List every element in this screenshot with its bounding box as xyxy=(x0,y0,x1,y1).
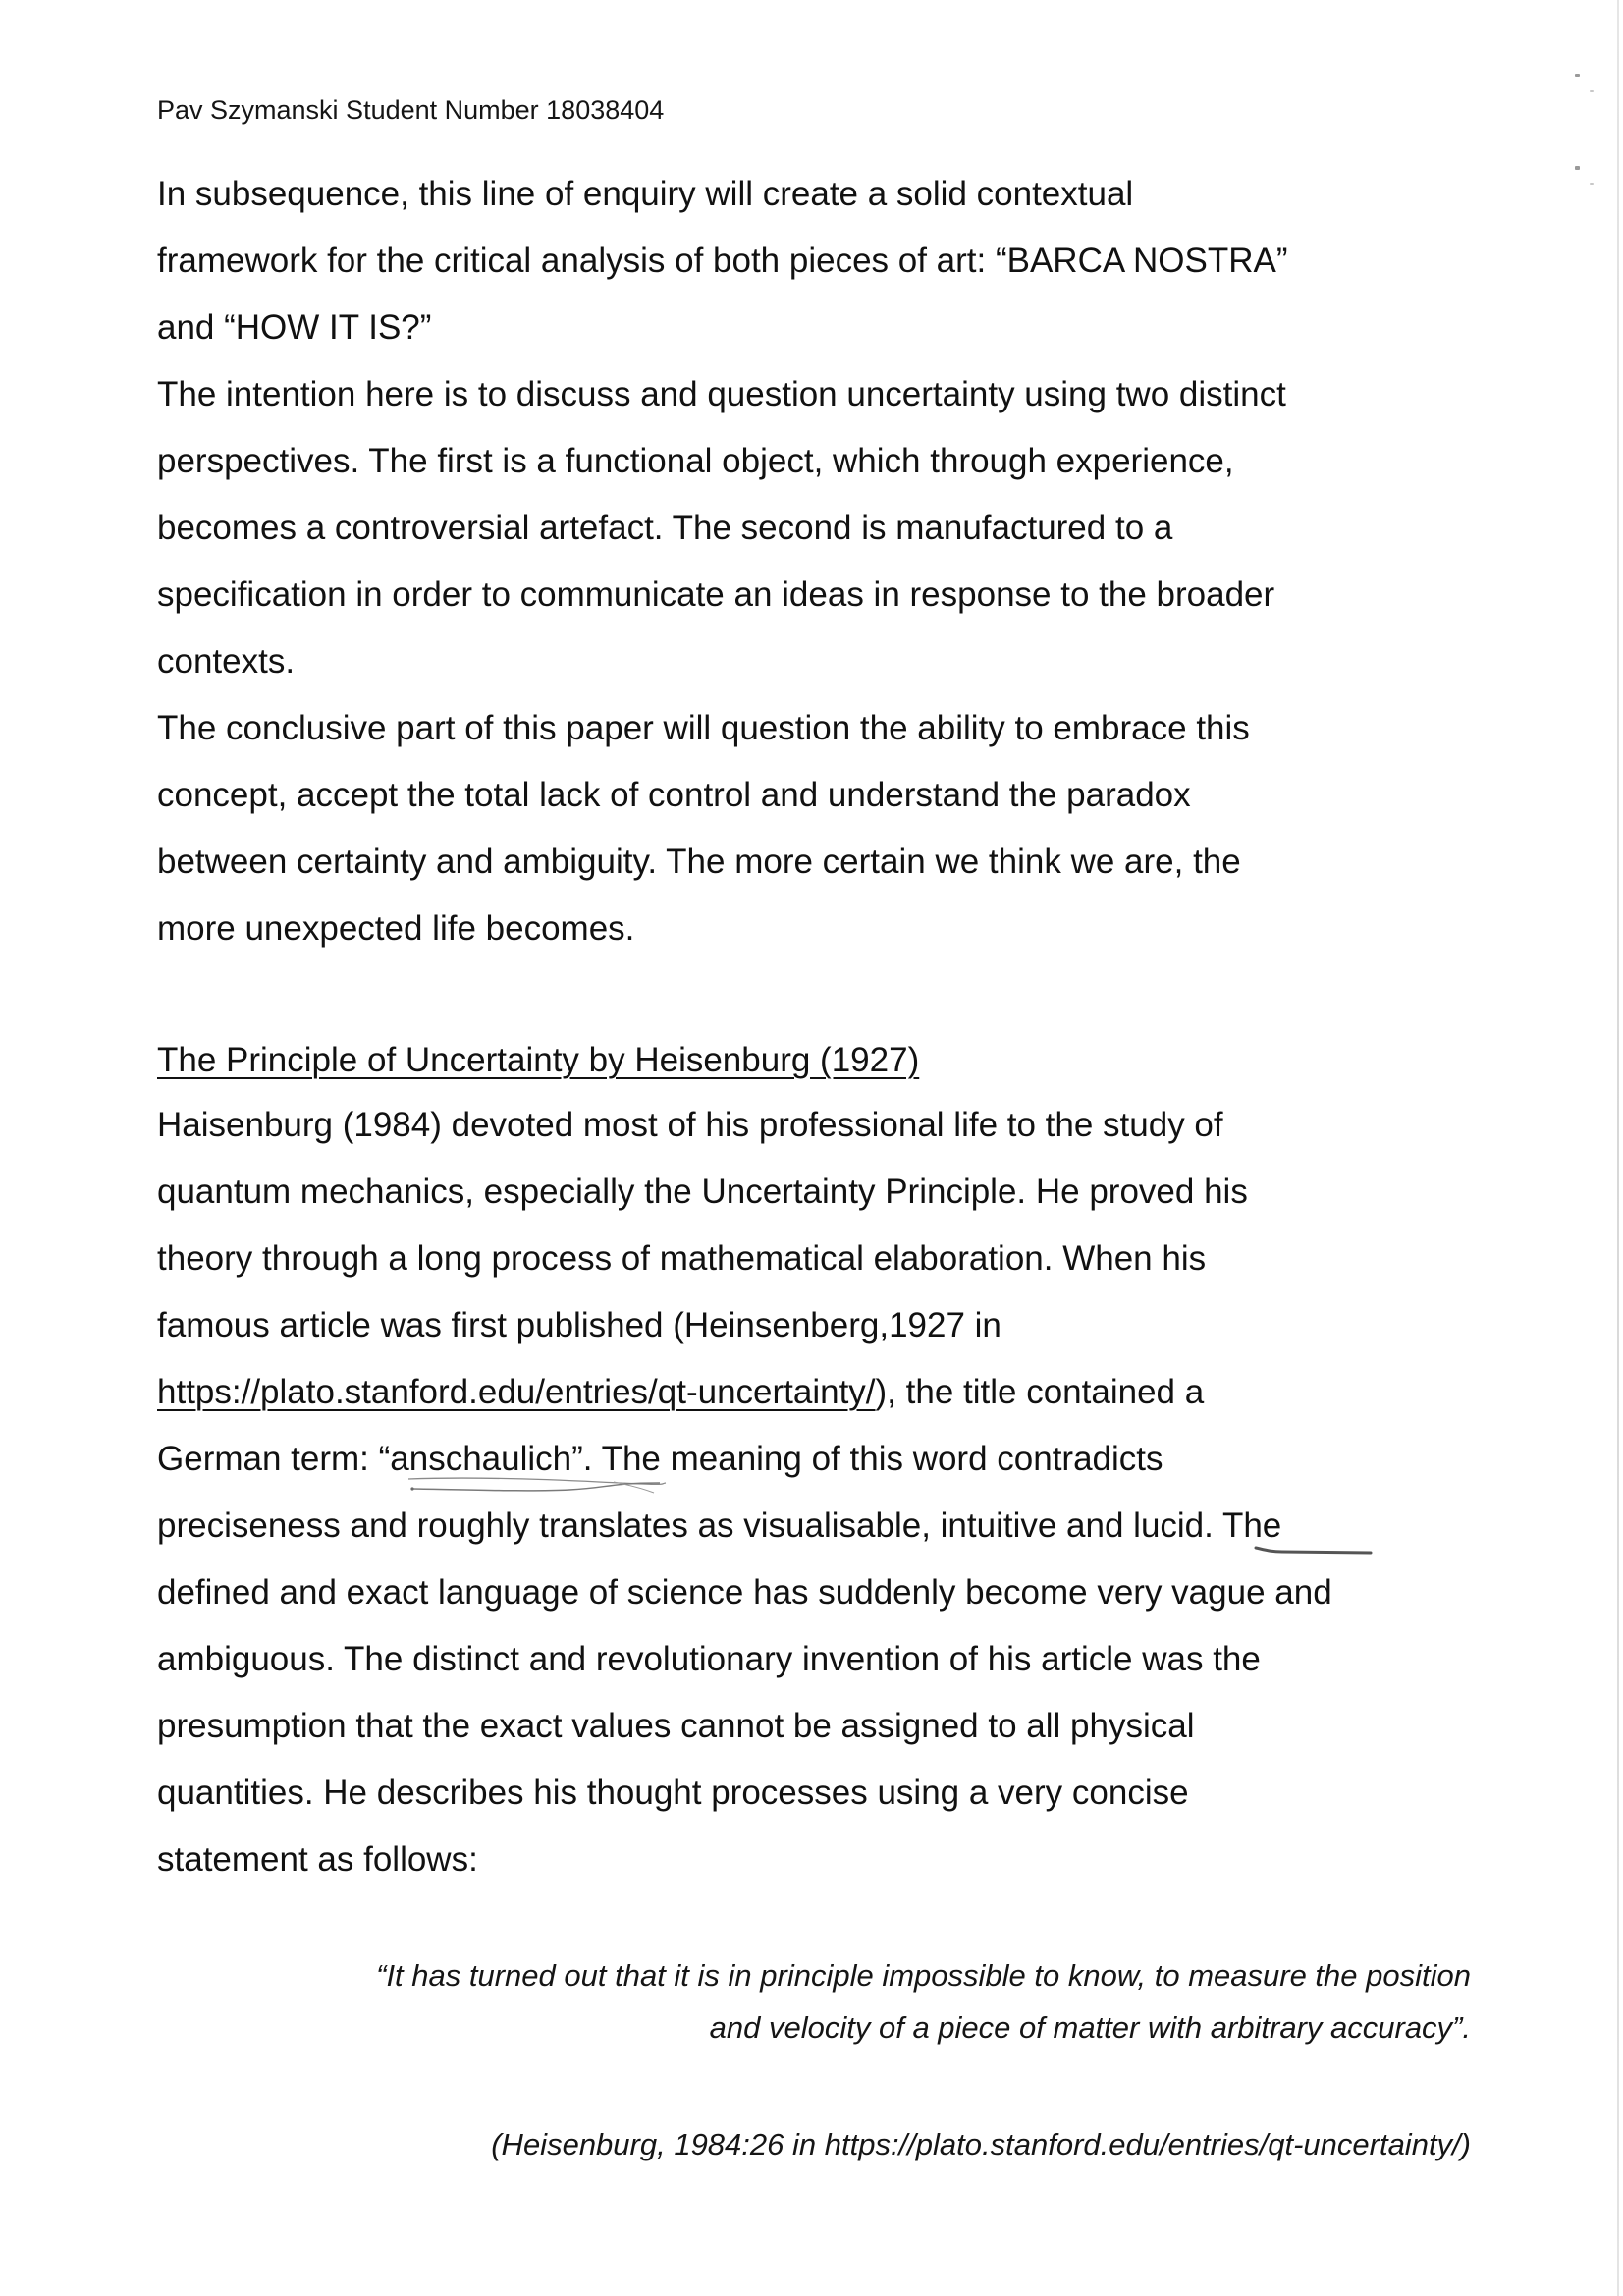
text-line: In subsequence, this line of enquiry will create a solid contextual xyxy=(157,175,1134,213)
text-line: The intention here is to discuss and question uncertainty using two distinct xyxy=(157,375,1286,413)
text-line: quantities. He describes his thought processes using a very concise xyxy=(157,1774,1189,1812)
text-line: Haisenburg (1984) devoted most of his professional life to the study of xyxy=(157,1106,1223,1144)
quote-citation: (Heisenburg, 1984:26 in https://plato.stanford.edu/entries/qt-uncertainty/) xyxy=(491,2127,1471,2161)
text-line-with-link xyxy=(157,1370,1204,1415)
text-line: becomes a controversial artefact. The second is manufactured to a xyxy=(157,509,1173,547)
text-line: quantum mechanics, especially the Uncertainty Principle. He proved his xyxy=(157,1173,1248,1211)
scan-speck xyxy=(1575,74,1580,77)
text-line: preciseness and roughly translates as visualisable, intuitive and lucid. The xyxy=(157,1506,1282,1545)
student-header: Pav Szymanski Student Number 18038404 xyxy=(157,95,665,125)
text-line: and “HOW IT IS?” xyxy=(157,308,432,347)
text-line: more unexpected life becomes. xyxy=(157,909,635,948)
quote-line: and velocity of a piece of matter with arbitrary accuracy”. xyxy=(709,2010,1471,2045)
source-url-link[interactable]: https://plato.stanford.edu/entries/qt-uncertainty/ xyxy=(157,1373,876,1411)
text-line: concept, accept the total lack of control and understand the paradox xyxy=(157,776,1191,814)
text-line: perspectives. The first is a functional object, which through experience, xyxy=(157,442,1234,480)
text-line: between certainty and ambiguity. The more certain we think we are, the xyxy=(157,843,1241,881)
text-line: contexts. xyxy=(157,642,296,681)
text-line: defined and exact language of science has suddenly become very vague and xyxy=(157,1573,1332,1612)
text-line: statement as follows: xyxy=(157,1840,478,1879)
text-line: The conclusive part of this paper will question the ability to embrace this xyxy=(157,709,1250,747)
scan-speck xyxy=(1590,183,1594,185)
text-line: ambiguous. The distinct and revolutionary invention of his article was the xyxy=(157,1640,1261,1678)
section-heading: The Principle of Uncertainty by Heisenburg (1927) xyxy=(157,1041,920,1079)
text-line: theory through a long process of mathematical elaboration. When his xyxy=(157,1239,1207,1278)
text-fragment: ), the title contained a xyxy=(875,1373,1205,1411)
quote-line: “It has turned out that it is in principle impossible to know, to measure the position xyxy=(376,1958,1471,1993)
page-right-edge xyxy=(1617,0,1619,2296)
text-line: framework for the critical analysis of both pieces of art: “BARCA NOSTRA” xyxy=(157,242,1288,280)
text-line: presumption that the exact values cannot be assigned to all physical xyxy=(157,1707,1195,1745)
text-line: specification in order to communicate an ideas in response to the broader xyxy=(157,575,1275,614)
text-line: famous article was first published (Heinsenberg,1927 in xyxy=(157,1306,1001,1344)
scan-speck xyxy=(1575,166,1580,170)
text-line: German term: “anschaulich”. The meaning of this word contradicts xyxy=(157,1440,1163,1478)
scan-speck xyxy=(1590,90,1594,92)
